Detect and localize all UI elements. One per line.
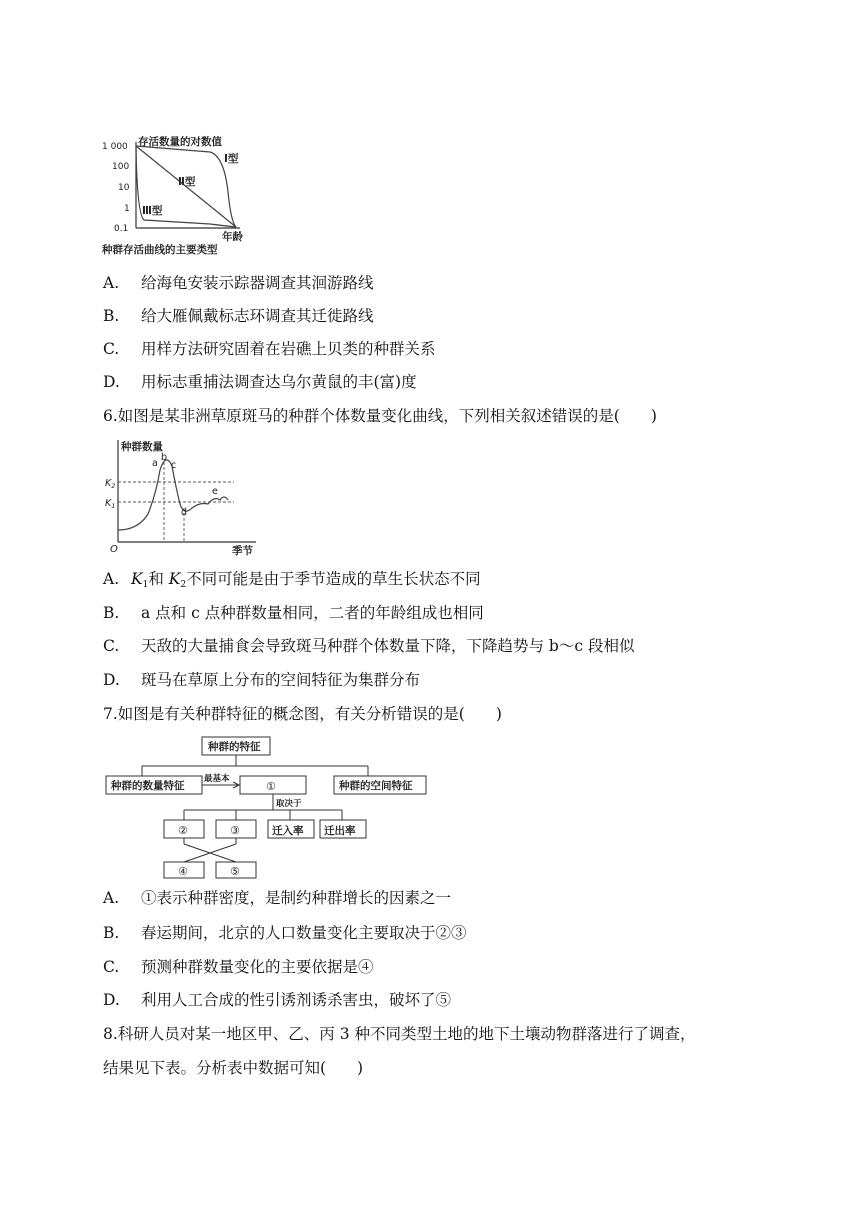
type3-label: Ⅲ型 [142,205,163,217]
concept-left: 种群的数量特征 [111,780,185,792]
q6-option-c: C. 天敌的大量捕食会导致斑马种群个体数量下降，下降趋势与 b～c 段相似 [103,637,635,655]
concept-top: 种群的特征 [208,741,261,753]
concept-box-4: ④ [178,865,188,878]
k1-label: $K_1$ [105,498,116,510]
concept-box-3: ③ [230,824,240,837]
point-b: b [161,452,168,463]
x-axis-label: 季节 [232,545,253,557]
origin-label: O [110,544,118,555]
q6-option-d: D. 斑马在草原上分布的空间特征为集群分布 [103,671,421,689]
point-c: c [171,460,177,471]
q6-option-b: B. a 点和 c 点种群数量相同，二者的年龄组成也相同 [103,604,484,622]
figure-caption: 种群存活曲线的主要类型 [102,244,218,256]
q6-stem: 6.如图是某非洲草原斑马的种群个体数量变化曲线，下列相关叙述错误的是( ) [103,407,657,425]
y-tick-0.1: 0.1 [114,224,129,234]
type1-label: Ⅰ型 [224,153,239,165]
q6-option-a: A. K1和 K2不同可能是由于季节造成的草生长状态不同 [103,570,481,590]
population-concept-map [104,734,434,880]
concept-box-in: 迁入率 [272,825,304,837]
y-tick-1000: 1 000 [102,142,128,152]
point-a: a [152,458,158,469]
q7-option-a: A. ①表示种群密度，是制约种群增长的因素之一 [103,889,452,907]
q7-option-b: B. 春运期间，北京的人口数量变化主要取决于②③ [103,924,467,942]
zebra-population-figure [104,434,264,558]
y-tick-100: 100 [112,162,130,172]
survival-curve-figure [100,132,260,262]
concept-box-5: ⑤ [230,865,240,878]
q8-line-2: 结果见下表。分析表中数据可知( ) [103,1059,364,1077]
q5-option-a: A. 给海龟安装示踪器调查其洄游路线 [103,274,374,292]
x-axis-label: 年龄 [222,231,243,243]
q8-line-1: 8.科研人员对某一地区甲、乙、丙 3 种不同类型土地的地下土壤动物群落进行了调查， [103,1025,696,1043]
y-axis-title: 存活数量的对数值 [138,136,222,148]
y-tick-1: 1 [124,204,130,214]
y-axis-title: 种群数量 [121,441,163,453]
point-e: e [212,486,218,497]
y-tick-10: 10 [118,183,130,193]
concept-center: ① [266,780,276,793]
q5-option-c: C. 用样方法研究固着在岩礁上贝类的种群关系 [103,340,436,358]
concept-box-2: ② [178,824,188,837]
q5-option-d: D. 用标志重捕法调查达乌尔黄鼠的丰(富)度 [103,373,417,391]
connector-label-depends: 取决于 [276,799,302,809]
q7-stem: 7.如图是有关种群特征的概念图，有关分析错误的是( ) [103,705,502,723]
k2-label: $K_2$ [105,478,116,490]
concept-box-out: 迁出率 [324,825,356,837]
q5-option-b: B. 给大雁佩戴标志环调查其迁徙路线 [103,307,374,325]
arrow-label-most-basic: 最基本 [204,774,230,784]
q7-option-c: C. 预测种群数量变化的主要依据是④ [103,958,374,976]
type2-label: Ⅱ型 [178,176,196,188]
concept-right: 种群的空间特征 [339,780,413,792]
point-d: d [181,507,188,518]
q7-option-d: D. 利用人工合成的性引诱剂诱杀害虫，破坏了⑤ [103,991,452,1009]
